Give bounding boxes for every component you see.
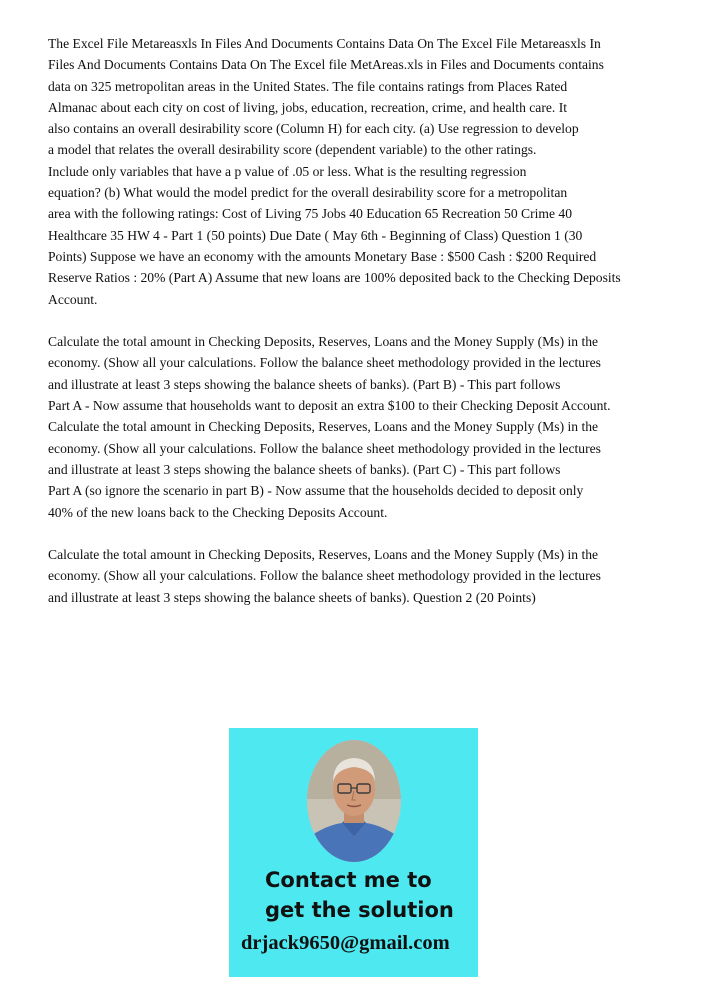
text-line: Calculate the total amount in Checking Deposits, Reserves, Loans and the Money Supply (Ms) in the: [48, 419, 599, 435]
text-line: also contains an overall desirability score (Column H) for each city. (a) Use regression to develop: [48, 121, 579, 137]
text-line: equation? (b) What would the model predict for the overall desirability score for a metropolitan: [48, 185, 568, 201]
text-line: and illustrate at least 3 steps showing the balance sheets of banks). Question 2 (20 Points): [48, 589, 536, 605]
text-line: Almanac about each city on cost of living, jobs, education, recreation, crime, and health care. It: [48, 99, 568, 115]
text-line: a model that relates the overall desirability score (dependent variable) to the other ratings.: [48, 142, 537, 158]
text-line: Part A - Now assume that households want to deposit an extra $100 to their Checking Deposit Account.: [48, 398, 611, 414]
text-line: Include only variables that have a p value of .05 or less. What is the resulting regression: [48, 163, 527, 179]
paragraph-2: [48, 331, 662, 523]
contact-headline: Contact me to: [265, 868, 432, 892]
text-line: Healthcare 35 HW 4 - Part 1 (50 points) Due Date ( May 6th - Beginning of Class) Question 1 (30: [48, 227, 583, 243]
text-line: Account.: [48, 291, 98, 307]
text-line: economy. (Show all your calculations. Follow the balance sheet methodology provided in the lectures: [48, 355, 601, 371]
text-line: Reserve Ratios : 20% (Part A) Assume that new loans are 100% deposited back to the Checking Deposits: [48, 270, 621, 286]
text-line: Points) Suppose we have an economy with the amounts Monetary Base : $500 Cash : $200 Required: [48, 248, 597, 264]
text-line: and illustrate at least 3 steps showing the balance sheets of banks). (Part C) - This part follows: [48, 461, 561, 477]
text-line: Calculate the total amount in Checking Deposits, Reserves, Loans and the Money Supply (Ms) in the: [48, 547, 599, 563]
text-line: The Excel File Metareasxls In Files And Documents Contains Data On The Excel File Metareasxls In: [48, 36, 601, 51]
text-line: Files And Documents Contains Data On The Excel file MetAreas.xls in Files and Documents contains: [48, 57, 604, 73]
text-line: area with the following ratings: Cost of Living 75 Jobs 40 Education 65 Recreation 50 Crime 40: [48, 206, 573, 222]
text-line: Part A (so ignore the scenario in part B) - Now assume that the households decided to deposit only: [48, 483, 584, 499]
text-line: economy. (Show all your calculations. Follow the balance sheet methodology provided in the lectures: [48, 568, 601, 584]
contact-ad-card[interactable]: [229, 728, 478, 977]
paragraph-3: [48, 544, 662, 608]
text-line: and illustrate at least 3 steps showing the balance sheets of banks). (Part B) - This part follows: [48, 376, 561, 392]
portrait-image: [306, 739, 402, 863]
contact-email-link[interactable]: drjack9650@gmail.com: [241, 932, 450, 954]
paragraph-1: [48, 33, 662, 310]
text-line: Calculate the total amount in Checking Deposits, Reserves, Loans and the Money Supply (Ms) in the: [48, 334, 599, 350]
text-line: 40% of the new loans back to the Checking Deposits Account.: [48, 504, 388, 520]
contact-subheadline: get the solution: [265, 898, 454, 922]
text-line: data on 325 metropolitan areas in the United States. The file contains ratings from Places Rated: [48, 78, 568, 94]
text-line: economy. (Show all your calculations. Follow the balance sheet methodology provided in the lectures: [48, 440, 601, 456]
document-body: [48, 33, 662, 629]
